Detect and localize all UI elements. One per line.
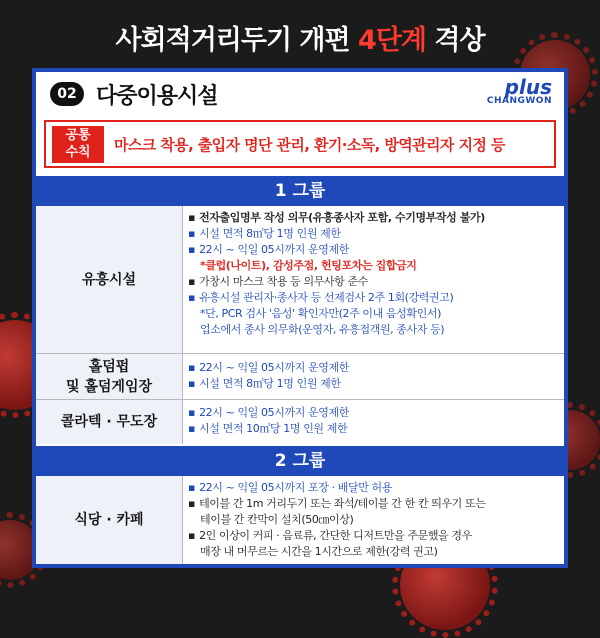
rule-item: ▪ 가창시 마스크 착용 등 의무사항 준수 (188, 275, 368, 288)
rule-item: *단, PCR 검사 '음성' 확인자만(2주 이내 음성확인서) (200, 307, 442, 320)
row-label: 홀덤펍 및 홀덤게임장 (36, 354, 183, 399)
common-rules-box (44, 120, 556, 168)
rule-item: ▪ 22시 ~ 익일 05시까지 포장 · 배달만 허용 (188, 481, 392, 494)
rule-item: ▪ 22시 ~ 익일 05시까지 운영제한 (188, 361, 349, 374)
common-rules-badge: 공통 수칙 (52, 126, 104, 163)
info-card (32, 68, 568, 568)
section-number-badge: 02 (50, 82, 84, 106)
card-header (36, 72, 564, 116)
rule-list (188, 405, 560, 437)
rule-item: *클럽(나이트), 감성주점, 헌팅포차는 집합금지 (200, 259, 417, 272)
row-label: 식당 · 카페 (36, 476, 183, 564)
rule-item: ▪ 22시 ~ 익일 05시까지 운영제한 (188, 243, 349, 256)
page-title (0, 18, 600, 57)
group2-header: 2 그룹 (36, 446, 564, 476)
rule-list (188, 210, 560, 338)
rule-item: 매장 내 머무르는 시간을 1시간으로 제한(강력 권고) (200, 545, 438, 558)
common-rules-text: 마스크 착용, 출입자 명단 관리, 환기·소독, 방역관리자 지정 등 (114, 136, 505, 154)
rule-list (188, 480, 560, 560)
rule-item: ▪ 시설 면적 10㎡당 1명 인원 제한 (188, 422, 348, 435)
row-colatec (36, 400, 564, 444)
title-suffix: 격상 (434, 25, 485, 56)
plus-changwon-logo: plus CHANGWON (486, 75, 552, 106)
title-highlight: 4단계 (358, 25, 426, 56)
rule-item: 업소에서 종사 의무화(운영자, 유흥접객원, 종사자 등) (200, 323, 445, 336)
rule-item: 테이블 간 칸막이 설치(50㎝이상) (200, 513, 354, 526)
row-nightlife (36, 206, 564, 354)
title-main: 사회적거리두기 개편 (115, 25, 350, 56)
rule-item: ▪ 2인 이상이 커피 · 음료류, 간단한 디저트만을 주문했을 경우 (188, 529, 472, 542)
rule-item: ▪ 22시 ~ 익일 05시까지 운영제한 (188, 406, 349, 419)
row-holdem (36, 354, 564, 400)
group1-header: 1 그룹 (36, 176, 564, 206)
rule-item: ▪ 시설 면적 8㎡당 1명 인원 제한 (188, 227, 341, 240)
row-restaurant (36, 476, 564, 564)
rule-item: ▪ 테이블 간 1m 거리두기 또는 좌석/테이블 간 한 칸 띄우기 또는 (188, 497, 486, 510)
row-label: 콜라텍 · 무도장 (36, 400, 183, 444)
rule-item: ▪ 전자출입명부 작성 의무(유흥종사자 포함, 수기명부작성 불가) (188, 211, 485, 224)
rule-item: ▪ 유흥시설 관리자·종사자 등 선제검사 2주 1회(강력권고) (188, 291, 454, 304)
rule-list (188, 360, 560, 392)
section-heading: 다중이용시설 (96, 84, 218, 109)
row-label: 유흥시설 (36, 206, 183, 353)
rule-item: ▪ 시설 면적 8㎡당 1명 인원 제한 (188, 377, 341, 390)
